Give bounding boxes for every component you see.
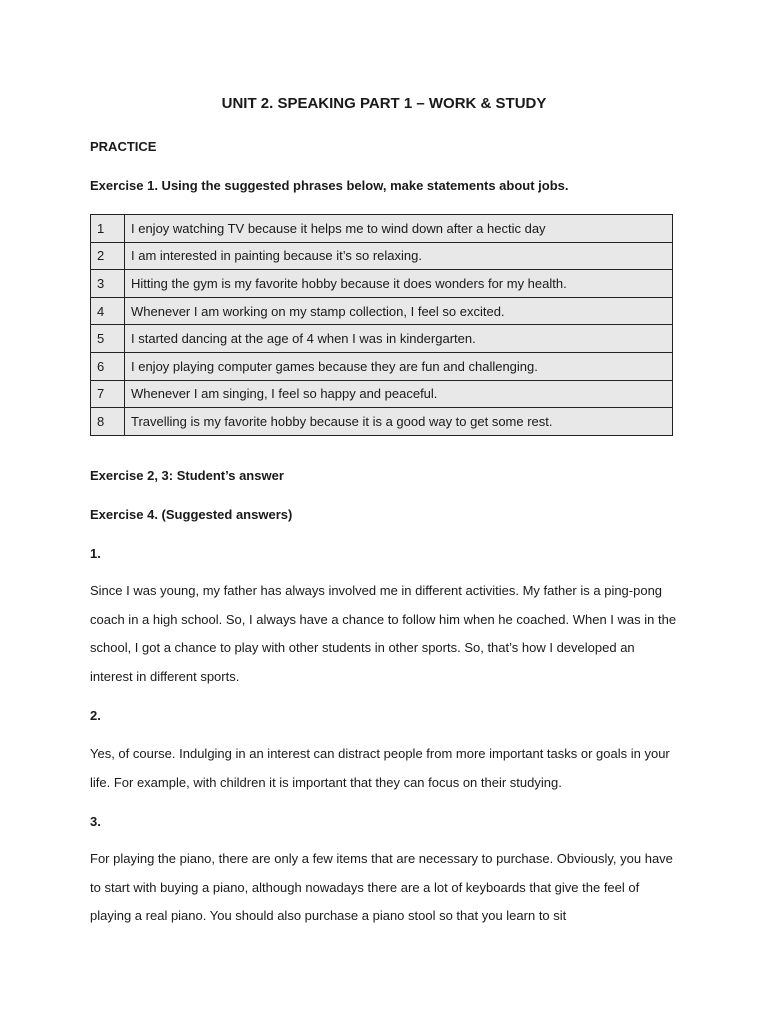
table-row xyxy=(91,215,673,243)
table-row xyxy=(91,325,673,353)
row-number: 5 xyxy=(91,325,125,353)
answer-number: 2. xyxy=(90,708,101,723)
row-text: I started dancing at the age of 4 when I was in kindergarten. xyxy=(125,325,673,353)
row-number: 7 xyxy=(91,380,125,408)
exercise1-table xyxy=(90,214,673,436)
table-row xyxy=(91,242,673,270)
row-number: 6 xyxy=(91,352,125,380)
answer-number: 1. xyxy=(90,546,101,561)
exercise1-heading: Exercise 1. Using the suggested phrases below, make statements about jobs. xyxy=(90,178,569,193)
row-text: Whenever I am singing, I feel so happy and peaceful. xyxy=(125,380,673,408)
row-text: I enjoy watching TV because it helps me to wind down after a hectic day xyxy=(125,215,673,243)
table-row xyxy=(91,270,673,298)
table-row xyxy=(91,380,673,408)
row-number: 1 xyxy=(91,215,125,243)
answer-paragraph: Since I was young, my father has always involved me in different activities. My father is a ping-pong coach in a high school. So, I always have a chance to follow him when he coached. When I was in the school, I got a chance to play with other students in other sports. So, that’s how I developed an interest in different sports. xyxy=(90,583,677,684)
row-text: Travelling is my favorite hobby because it is a good way to get some rest. xyxy=(125,408,673,436)
exercise4-heading: Exercise 4. (Suggested answers) xyxy=(90,507,293,522)
table-row xyxy=(91,352,673,380)
row-text: I enjoy playing computer games because they are fun and challenging. xyxy=(125,352,673,380)
exercise23-heading: Exercise 2, 3: Student’s answer xyxy=(90,468,284,483)
row-number: 8 xyxy=(91,408,125,436)
table-row xyxy=(91,297,673,325)
row-number: 4 xyxy=(91,297,125,325)
table-row xyxy=(91,408,673,436)
answer-paragraph: For playing the piano, there are only a few items that are necessary to purchase. Obviously, you have to start with buying a piano, although nowadays there are a lot of keyboards that give the feel of playing a real piano. You should also purchase a piano stool so that you learn to sit xyxy=(90,851,673,923)
row-number: 3 xyxy=(91,270,125,298)
answer-paragraph: Yes, of course. Indulging in an interest can distract people from more important tasks or goals in your life. For example, with children it is important that they can focus on their studying. xyxy=(90,746,670,790)
row-number: 2 xyxy=(91,242,125,270)
row-text: I am interested in painting because it’s so relaxing. xyxy=(125,242,673,270)
row-text: Hitting the gym is my favorite hobby because it does wonders for my health. xyxy=(125,270,673,298)
row-text: Whenever I am working on my stamp collection, I feel so excited. xyxy=(125,297,673,325)
page-title: UNIT 2. SPEAKING PART 1 – WORK & STUDY xyxy=(221,95,547,112)
answer-number: 3. xyxy=(90,814,101,829)
practice-heading: PRACTICE xyxy=(90,139,157,154)
